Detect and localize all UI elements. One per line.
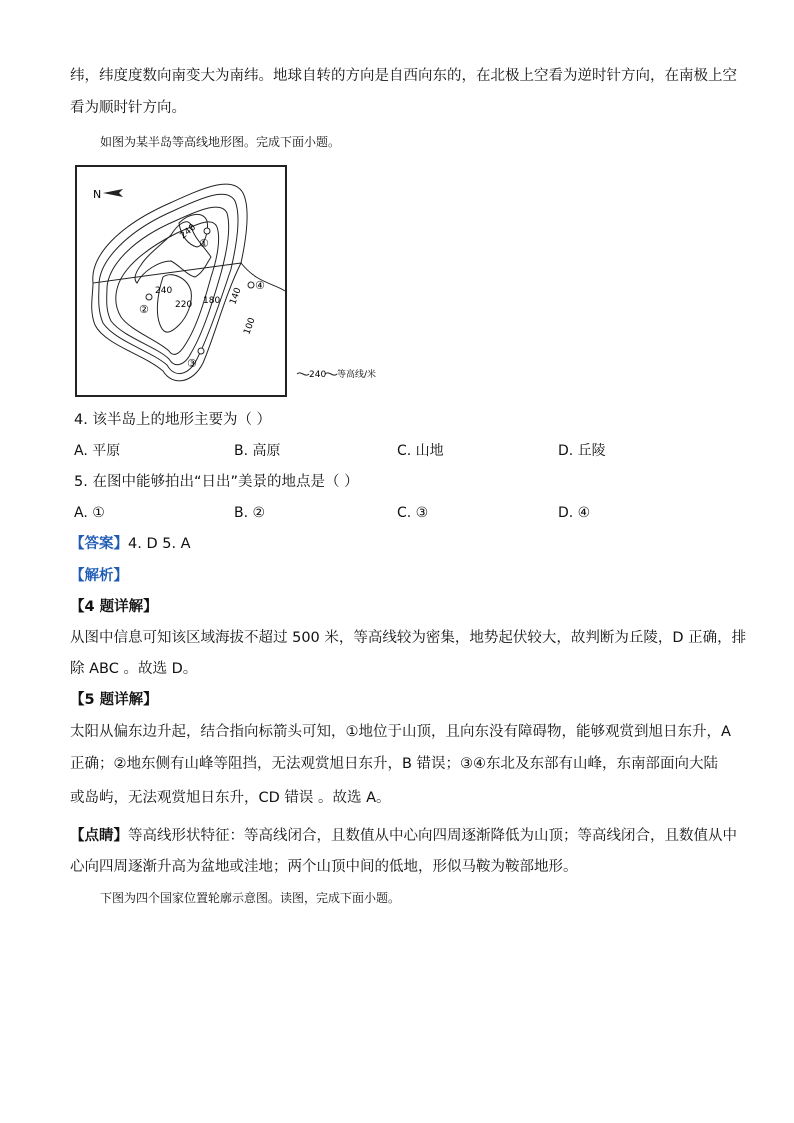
question-5-stem: 5. 在图中能够拍出“日出”美景的地点是（ ） [74,474,359,490]
map-legend [295,360,385,384]
paragraph-top-line1: 纬，纬度度数向南变大为南纬。地球自转的方向是自西向东的，在北极上空看为逆时针方向，在南极上空 [70,68,737,84]
detail-5-label: 【5 题详解】 [70,692,158,708]
question-4-option: C. 山地 [397,443,444,459]
point-marker [146,294,152,300]
tip-line1: 等高线形状特征：等高线闭合，且数值从中心向四周逐渐降低为山顶；等高线闭合，且数值从中 [128,828,737,844]
answer-label: 【答案】 [70,536,128,552]
detail-4-label: 【4 题详解】 [70,599,158,615]
contour-label: 240 [178,222,199,242]
question-4-option: B. 高原 [234,443,281,459]
contour-label: 220 [175,300,193,310]
intro-next-questions: 下图为四个国家位置轮廓示意图。读图，完成下面小题。 [100,891,401,905]
point-label: ② [139,303,149,316]
contour-label: 240 [155,286,173,296]
detail-5-line1: 太阳从偏东边升起，结合指向标箭头可知，①地位于山顶，且向东没有障碍物，能够观赏到旭日东升，A [70,724,731,740]
point-marker [204,228,210,234]
legend-unit: 等高线/米 [337,370,377,380]
point-marker [198,348,204,354]
paragraph-top-line2: 看为顺时针方向。 [70,100,186,116]
point-label: ④ [255,279,265,292]
north-label: N [93,188,102,201]
analysis-label: 【解析】 [70,568,128,584]
point-label: ③ [187,357,197,370]
contour-label: 180 [203,296,221,306]
question-5-option: C. ③ [397,505,429,521]
detail-4-line2: 除 ABC 。故选 D。 [70,661,198,677]
point-marker [248,282,254,288]
question-4-option: D. 丘陵 [558,443,606,459]
tip-row [70,826,737,846]
question-4-option: A. 平原 [74,443,121,459]
answer-text: 4. D 5. A [128,536,191,552]
question-5-option: B. ② [234,505,266,521]
question-5-option: A. ① [74,505,105,521]
legend-value: 240 [309,370,327,380]
contour-map [75,165,287,397]
question-4-stem: 4. 该半岛上的地形主要为（ ） [74,412,272,428]
question-5-option: D. ④ [558,505,591,521]
contour-label: 140 [228,286,244,307]
contour-label: 100 [242,316,258,337]
detail-5-line2: 正确；②地东侧有山峰等阻挡，无法观赏旭日东升，B 错误；③④东北及东部有山峰，东南部面向大陆 [70,756,719,772]
tip-line2: 心向四周逐渐升高为盆地或洼地；两个山顶中间的低地，形似马鞍为鞍部地形。 [70,859,578,875]
detail-4-line1: 从图中信息可知该区域海拔不超过 500 米，等高线较为密集，地势起伏较大，故判断为丘陵，D 正确，排 [70,630,747,646]
point-label: ① [199,237,209,250]
tip-label: 【点睛】 [70,828,128,844]
answer-row [70,534,191,554]
detail-5-line3: 或岛屿，无法观赏旭日东升，CD 错误 。故选 A。 [70,790,391,806]
intro-question-4-5: 如图为某半岛等高线地形图。完成下面小题。 [100,135,341,149]
